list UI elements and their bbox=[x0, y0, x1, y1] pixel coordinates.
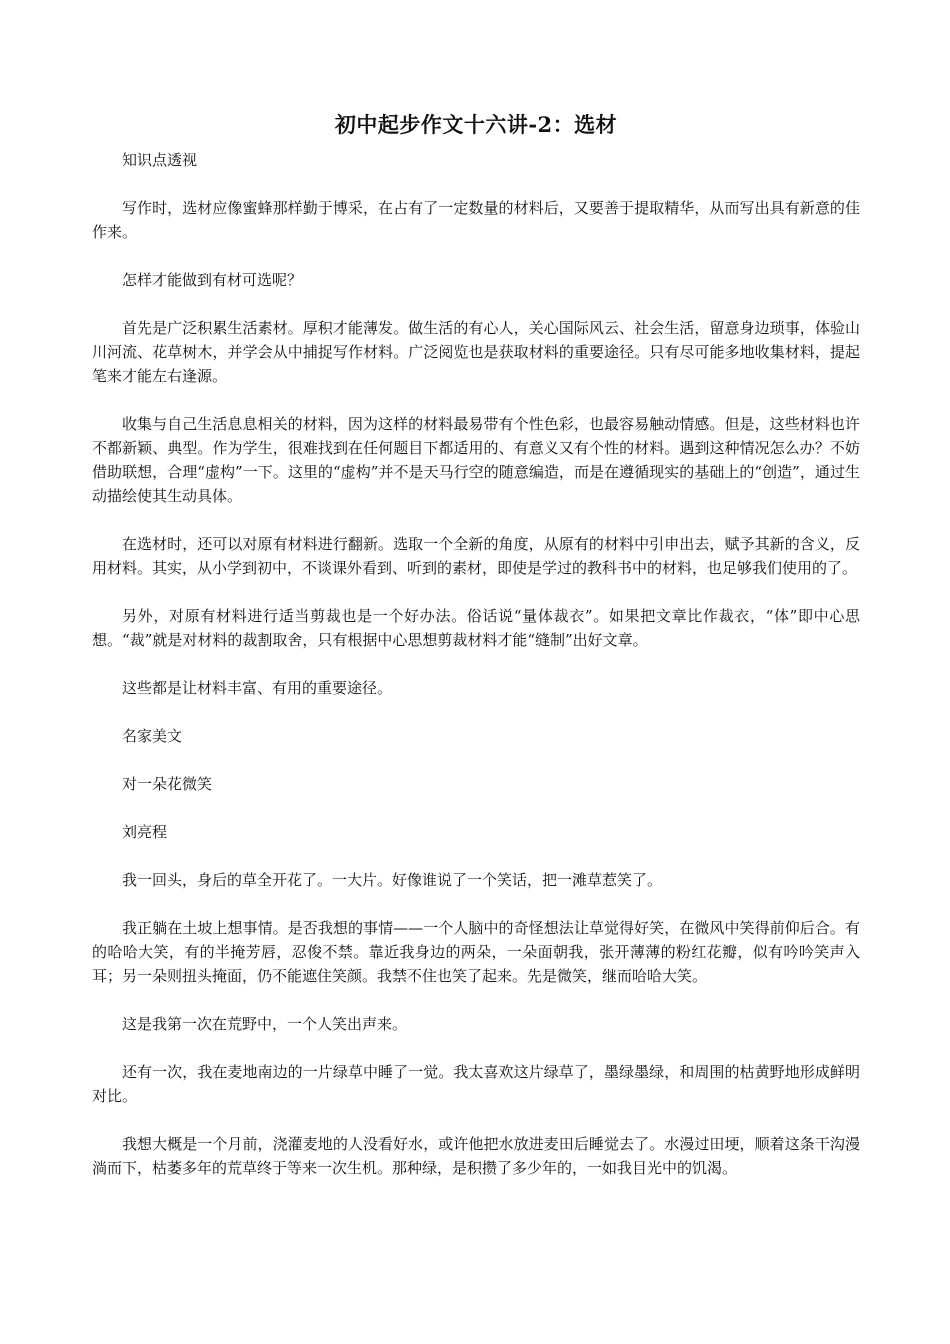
paragraph: 名家美文 bbox=[122, 727, 183, 745]
paragraph: 另外，对原有材料进行适当剪裁也是一个好办法。俗话说“量体裁衣”。如果把文章比作裁衣，“体”即中心思想。“裁”就是对材料的裁割取舍，只有根据中心思想剪裁材料才能“缝制”出好文章。 bbox=[92, 607, 860, 649]
paragraph: 怎样才能做到有材可选呢？ bbox=[122, 271, 303, 289]
paragraph: 这是我第一次在荒野中，一个人笑出声来。 bbox=[122, 1015, 408, 1033]
paragraph: 我一回头，身后的草全开花了。一大片。好像谁说了一个笑话，把一滩草惹笑了。 bbox=[122, 871, 663, 889]
paragraph: 这些都是让材料丰富、有用的重要途径。 bbox=[122, 679, 393, 697]
document-body bbox=[92, 148, 860, 1180]
paragraph: 我正躺在土坡上想事情。是否我想的事情——一个人脑中的奇怪想法让草觉得好笑，在微风中笑得前仰后合。有的哈哈大笑，有的半掩芳唇，忍俊不禁。靠近我身边的两朵，一朵面朝我，张开薄薄的粉红花瓣，似有吟吟笑声入耳；另一朵则扭头掩面，仍不能遮住笑颜。我禁不住也笑了起来。先是微笑，继而哈哈大笑。 bbox=[92, 919, 860, 985]
paragraph: 我想大概是一个月前，浇灌麦地的人没看好水，或许他把水放进麦田后睡觉去了。水漫过田埂，顺着这条干沟漫淌而下，枯萎多年的荒草终于等来一次生机。那种绿，是积攒了多少年的，一如我目光中的饥渴。 bbox=[92, 1135, 860, 1177]
paragraph: 首先是广泛积累生活素材。厚积才能薄发。做生活的有心人，关心国际风云、社会生活，留意身边琐事，体验山川河流、花草树木，并学会从中捕捉写作材料。广泛阅览也是获取材料的重要途径。只有尽可能多地收集材料，提起笔来才能左右逢源。 bbox=[92, 319, 860, 385]
paragraph: 对一朵花微笑 bbox=[122, 775, 213, 793]
paragraph: 刘亮程 bbox=[122, 823, 168, 841]
paragraph: 还有一次，我在麦地南边的一片绿草中睡了一觉。我太喜欢这片绿草了，墨绿墨绿，和周围的枯黄野地形成鲜明对比。 bbox=[92, 1063, 860, 1105]
paragraph: 知识点透视 bbox=[122, 151, 198, 169]
paragraph: 在选材时，还可以对原有材料进行翻新。选取一个全新的角度，从原有的材料中引申出去，赋予其新的含义，反用材料。其实，从小学到初中，不谈课外看到、听到的素材，即使是学过的教科书中的材料，也足够我们使用的了。 bbox=[92, 535, 860, 577]
paragraph: 收集与自己生活息息相关的材料，因为这样的材料最易带有个性色彩，也最容易触动情感。但是，这些材料也许不都新颖、典型。作为学生，很难找到在任何题目下都适用的、有意义又有个性的材料。遇到这种情况怎么办？不妨借助联想，合理“虚构”一下。这里的“虚构”并不是天马行空的随意编造，而是在遵循现实的基础上的“创造”，通过生动描绘使其生动具体。 bbox=[92, 415, 860, 505]
document-title: 初中起步作文十六讲-2：选材 bbox=[334, 112, 618, 137]
paragraph: 写作时，选材应像蜜蜂那样勤于博采，在占有了一定数量的材料后，又要善于提取精华，从而写出具有新意的佳作来。 bbox=[92, 199, 860, 241]
